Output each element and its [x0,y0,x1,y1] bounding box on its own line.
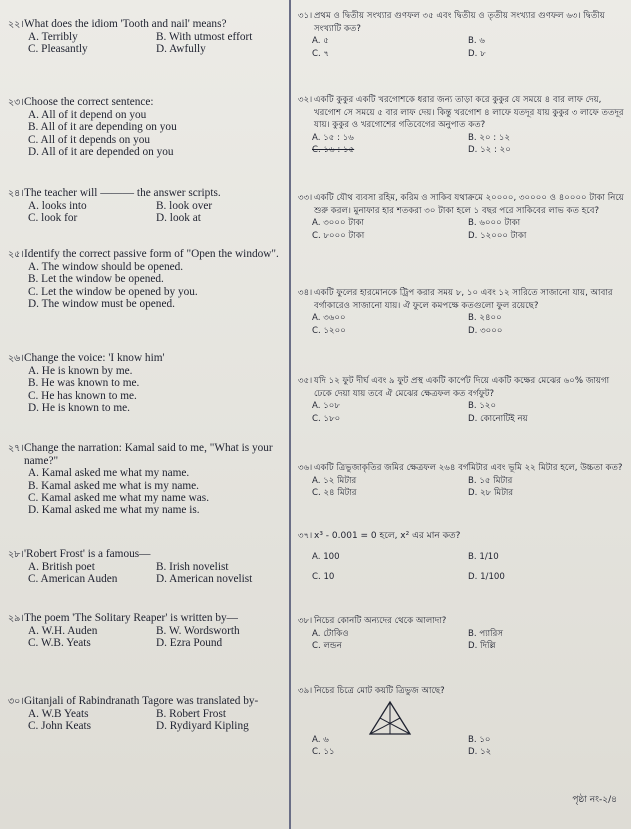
option-d: D. Rydiyard Kipling [156,720,249,733]
question-number: ৩৩। [298,193,313,203]
option-b: B. ১৫ মিটার [468,475,513,486]
question-number: ২৭। [8,444,24,454]
option-d: D. The window must be opened. [28,297,175,310]
option-d: D. কোনোটিই নয় [468,413,528,424]
option-b: B. ১২০ [468,401,497,412]
question-text: একটি ফুলের হারমোনকে ট্রিপ করার সময় ৮, ১০ এবং ১২ সারিতে সাজানো যায়, আবার বর্গাকারেও সাজানো যায়। ঐ ফুলে কমপক্ষে কতগুলো ফুল রয়েছে? [314,288,613,311]
option-a: A. ৫ [312,36,329,47]
option-c: C. Pleasantly [28,43,88,56]
question-24 [8,187,284,225]
question-25 [8,248,284,310]
option-c: C. ৭ [312,48,330,59]
option-d: D. ১২০০০ টাকা [468,230,527,241]
option-b: B. ৬ [468,36,485,47]
option-a: A. British poet [28,561,95,574]
option-b: B. ২৪০০ [468,313,502,324]
option-d: D. ৮ [468,48,486,59]
option-a: A. ৩৬০০ [312,313,346,324]
option-a: A. ৬ [312,734,329,745]
question-number: ২২। [8,20,24,30]
option-c: C. Kamal asked me what my name was. [28,491,210,504]
option-b: B. ৬০০০ টাকা [468,218,521,229]
option-c: C. 10 [312,572,335,583]
question-number: ২৫। [8,250,24,260]
option-b: B. ১০ [468,734,491,745]
option-a: A. W.H. Auden [28,625,98,638]
option-d: D. He is known to me. [28,401,130,414]
option-d: D. Awfully [156,43,206,56]
question-34 [298,287,624,337]
question-text: একটি যৌথ ব্যবসা রহিম, করিম ও সাকিব যথাক্রমে ২০০০০, ৩০০০০ ও ৪০০০০ টাকা নিয়ে শুরু করল। মুনাফার হার শতকরা ৩০ টাকা হলে ১ বছর পরে সাকিবের লাভ কত হবে? [314,193,624,216]
option-b: B. Kamal asked me what is my name. [28,479,199,492]
question-number: ২৮। [8,550,24,560]
question-38 [298,615,624,653]
question-number: ৩৭। [298,531,313,541]
question-26 [8,352,284,414]
option-a: A. All of it depend on you [28,109,147,122]
option-b: B. He was known to me. [28,377,140,390]
option-d: D. American novelist [156,573,253,586]
option-a: A. ১২ মিটার [312,475,357,486]
option-c: C. ৮০০০ টাকা [312,230,365,241]
option-d: D. ৩০০০ [468,325,503,336]
option-c: C. লন্ডন [312,641,342,652]
question-text: Change the voice: 'I know him' [24,352,165,364]
option-c: C. look for [28,212,78,225]
question-text: Gitanjali of Rabindranath Tagore was translated by- [24,695,259,707]
option-b: B. 1/10 [468,551,499,562]
option-b: B. Irish novelist [156,561,229,574]
question-number: ৩৬। [298,463,313,473]
option-a: A. টোকিও [312,628,349,639]
option-a: A. ১৫ : ১৬ [312,132,354,143]
option-d: D. All of it are depended on you [28,145,174,158]
option-a: A. W.B Yeats [28,708,89,721]
question-number: ৩১। [298,11,313,21]
option-d: D. ১২ : ২০ [468,145,511,156]
page-number: পৃষ্ঠা নং-২/৪ [572,795,617,805]
question-number: ২৬। [8,354,24,364]
question-32 [298,94,624,157]
option-b: B. W. Wordsworth [156,625,240,638]
question-35 [298,375,624,425]
question-text: একটি ত্রিভুজাকৃতির জমির ক্ষেত্রফল ২৬৪ বর্গমিটার এবং ভূমি ২২ মিটার হলে, উচ্চতা কত? [314,463,623,473]
option-c: C. ১৮০ [312,413,341,424]
option-d: D. 1/100 [468,572,505,583]
question-text: Change the narration: Kamal said to me, "What is your name?" [24,442,273,468]
question-number: ৩৮। [298,616,313,626]
question-number: ২৩। [8,98,24,108]
question-text: যদি ১২ ফুট দীর্ঘ এবং ৯ ফুট প্রস্থ একটি কার্পেট দিয়ে একটি কক্ষের মেঝের ৬০% জায়গা ঢেকে দেয়া যায় তবে ঐ মেঝের ক্ষেত্রফল কত বর্গফুট? [314,376,610,399]
question-number: ৩০। [8,697,24,707]
question-29 [8,612,284,650]
option-a: A. ১০৮ [312,401,340,412]
option-a: A. Terribly [28,31,78,44]
option-c: C. ১২০০ [312,325,346,336]
question-text: নিচের চিত্রে মোট কয়টি ত্রিভুজ আছে? [314,686,445,696]
question-27 [8,442,284,516]
option-d: D. ২৮ মিটার [468,488,514,499]
question-text: একটি কুকুর একটি খরগোশকে ধরার জন্য তাড়া করে কুকুর যে সময়ে ৪ বার লাফ দেয়, খরগোশ সে সময়ে ৫ বার লাফ দেয়। কিন্তু খরগোশ ৪ লাফে যতদূর যায় কুকুর ৩ লাফে ততদূর যায়। কুকুর ও খরগোশের গতিবেগের অনুপাত কত? [314,95,624,131]
question-37 [298,530,624,584]
question-text: What does the idiom 'Tooth and nail' means? [24,18,227,30]
option-d: D. Kamal asked me what my name is. [28,504,200,517]
option-b: B. look over [156,200,213,213]
question-text: নিচের কোনটি অন্যদের থেকে আলাদা? [314,616,447,626]
option-c: C. ১৬ : ১৫ [312,145,355,156]
question-text: The teacher will ——— the answer scripts. [24,187,221,199]
question-text: The poem 'The Solitary Reaper' is written by— [24,612,238,624]
question-36 [298,462,624,500]
question-33 [298,192,624,242]
option-c: C. ১১ [312,747,335,758]
question-text: প্রথম ও দ্বিতীয় সংখ্যার গুণফল ৩৫ এবং দ্বিতীয় ও তৃতীয় সংখ্যার গুণফল ৬৩। দ্বিতীয় সংখ্যাটি কত? [314,11,605,34]
option-b: B. With utmost effort [156,31,253,44]
option-c: C. W.B. Yeats [28,637,91,650]
question-text: x³ - 0.001 = 0 হলে, x² এর মান কত? [314,531,461,541]
option-c: C. He has known to me. [28,389,137,402]
option-c: C. ২৪ মিটার [312,488,357,499]
question-text: 'Robert Frost' is a famous— [24,548,151,560]
question-30 [8,695,284,733]
option-a: A. looks into [28,200,87,213]
option-c: C. All of it depends on you [28,133,151,146]
option-b: B. All of it are depending on you [28,121,177,134]
question-text: Choose the correct sentence: [24,96,154,108]
option-b: B. প্যারিস [468,628,504,639]
question-number: ৩২। [298,95,313,105]
option-c: C. Let the window be opened by you. [28,285,198,298]
option-c: C. American Auden [28,573,118,586]
triangle-figure [368,700,412,736]
question-number: ৩৯। [298,686,313,696]
option-a: A. 100 [312,551,340,562]
question-23 [8,96,284,158]
question-number: ৩৪। [298,288,313,298]
question-22 [8,18,284,56]
option-a: A. Kamal asked me what my name. [28,467,190,480]
question-text: Identify the correct passive form of "Open the window". [24,248,279,260]
column-divider [289,0,291,829]
option-b: B. Robert Frost [156,708,226,721]
option-b: B. Let the window be opened. [28,273,164,286]
option-a: A. The window should be opened. [28,261,184,274]
question-number: ২৪। [8,189,24,199]
question-28 [8,548,284,586]
option-a: A. ৩০০০ টাকা [312,218,364,229]
option-d: D. দিল্লি [468,641,496,652]
option-b: B. ২০ : ১২ [468,132,511,143]
option-d: D. ১২ [468,747,492,758]
question-number: ৩৫। [298,376,313,386]
question-39 [298,685,624,759]
question-number: ২৯। [8,614,24,624]
question-31 [298,10,624,60]
option-a: A. He is known by me. [28,365,133,378]
option-c: C. John Keats [28,720,92,733]
option-d: D. Ezra Pound [156,637,223,650]
option-d: D. look at [156,212,201,225]
